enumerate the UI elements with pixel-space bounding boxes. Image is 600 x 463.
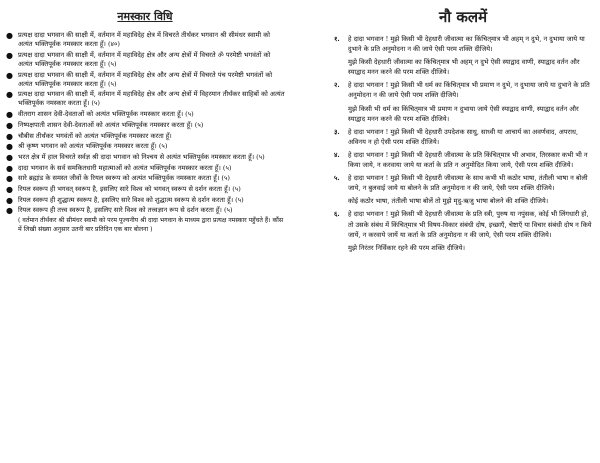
kalam-text: हे दादा भगवान ! मुझे किसी भी देहधारी जीवात्मा के प्रति किंचित्‌मात्र भी अभाव, तिरस्कार कभी भी न किया जाये, न करवाया जाये या कर्ता के प्रति न अनुमोदित किया जाये, ऐसी परम शक्ति दीजिये। (348, 150, 588, 170)
kalam-number: ४. (334, 150, 340, 159)
kalam-subtext: मुझे किसी देहधारी जीवात्मा का किंचित्‌मात्र भी अहम् न दुभे ऐसी स्याद्वाद वाणी, स्याद्वाद वर्तन और स्याद्वाद मनन करने की परम शक्ति दीजिये। (348, 58, 580, 77)
kalam-number: ३. (334, 127, 340, 136)
kalam-subtext: मुझे निरंतर निर्विकार रहने की परम शक्ति दीजिये। (348, 243, 465, 252)
namaskar-vidhi-column (4, 0, 286, 234)
kalam-text: हे दादा भगवान ! मुझे किसी भी देहधारी उपदेशक साधु, साध्वी या आचार्य का अवर्णवाद, अपराध, अविनय न हो ऐसी परम शक्ति दीजिये। (348, 127, 579, 146)
namaskar-list (4, 31, 286, 215)
namaskar-item-text: दादा भगवान के सर्व समकितधारी महात्माओं को अत्यंत भक्तिपूर्वक नमस्कार करता हूँ। (५) (18, 163, 232, 172)
namaskar-item (4, 71, 286, 89)
kalam-item (334, 80, 592, 100)
bullet-icon: ● (6, 163, 13, 173)
bullet-icon: ● (6, 174, 13, 184)
namaskar-footnote: ( वर्तमान तीर्थंकर श्री सीमंधर स्वामी को परम पूज्यनीय श्री दादा भगवान के माध्यम द्वारा प्रत्यक्ष नमस्कार पहुँचते हैं। कौंस में लिखी संख्या अनुसार उतनी बार प्रतिदिन एक बार बोलना ) (18, 217, 283, 233)
namaskar-item-text: प्रत्यक्ष दादा भगवान की साक्षी में, वर्तमान में महाविदेह क्षेत्र और अन्य क्षेत्रों में विचरते ॐ परमेष्टी भगवंतों को अत्यंत भक्तिपूर्वक नमस्कार करता हूँ। (५) (18, 50, 271, 68)
namaskar-item-text: प्रत्यक्ष दादा भगवान की साक्षी में, वर्तमान में महाविदेह क्षेत्र और अन्य क्षेत्रों में विचरते पंच परमेष्टी भगवंतों को अत्यंत भक्तिपूर्वक नमस्कार करता हूँ। (५) (18, 70, 273, 88)
kalam-number: २. (334, 81, 340, 90)
namaskar-item-text: सारे ब्रह्मांड के समस्त जीवों के रियल स्वरूप को अत्यंत भक्तिपूर्वक नमस्कार करता हूँ। (५) (18, 174, 230, 183)
namaskar-item (4, 206, 286, 215)
kalam-text: हे दादा भगवान ! मुझे किसी भी धर्म का किंचित्‌मात्र भी प्रमाण न दुभे, न दुभाया जाये या दुभाने के प्रति अनुमोदना न की जाये ऐसी परम शक्ति दीजिये। (348, 81, 590, 100)
namaskar-item-text: भरत क्षेत्र में हाल विचरते सर्वज्ञ श्री दादा भगवान को निश्चय से अत्यंत भक्तिपूर्वक नमस्कार करता हूँ। (५) (18, 152, 265, 161)
namaskar-item-text: प्रत्यक्ष दादा भगवान की साक्षी में, वर्तमान में महाविदेह क्षेत्र में विचरते तीर्थंकर भगवान श्री सीमंधर स्वामी को अत्यंत भक्तिपूर्वक नमस्कार करता हूँ। (४०) (18, 31, 271, 49)
namaskar-item (4, 153, 286, 162)
kalam-item (334, 127, 592, 147)
bullet-icon: ● (6, 50, 13, 60)
kalam-item (334, 173, 592, 193)
namaskar-item (4, 31, 286, 49)
bullet-icon: ● (6, 195, 13, 205)
kalam-subtext: मुझे किसी भी धर्म का किंचित्‌मात्र भी प्रमाण न दुभाया जाये ऐसी स्याद्वाद वाणी, स्याद्वाद वर्तन और स्याद्वाद मनन करने की परम शक्ति दीजिये। (348, 104, 579, 123)
namaskar-item-text: निष्पक्षपाती शासन देवी-देवताओं को अत्यंत भक्तिपूर्वक नमस्कार करता हूँ। (५) (18, 120, 204, 129)
namaskar-item (4, 164, 286, 173)
kalam-item (334, 150, 592, 170)
namaskar-item-text: रियल स्वरूप ही भगवत् स्वरूप है, इसलिए सारे विश्व को भगवत् स्वरूप से दर्शन करता हूँ। (५) (18, 184, 241, 193)
kalam-item (334, 209, 592, 239)
namaskar-item-text: चौबीस तीर्थंकर भगवंतों को अत्यंत भक्तिपूर्वक नमस्कार करता हूँ। (18, 131, 172, 140)
namaskar-item (4, 121, 286, 130)
kalam-number: १. (334, 35, 340, 43)
namaskar-item-text: रियल स्वरूप ही शुद्धात्म स्वरूप है, इसलिए सारे विश्व को शुद्धात्म स्वरूप से दर्शन करता हूँ। (५) (18, 195, 244, 204)
namaskar-item (4, 196, 286, 205)
bullet-icon: ● (6, 131, 13, 141)
namaskar-item (4, 174, 286, 183)
namaskar-item-text: रियल स्वरूप ही तत्त्व स्वरूप है, इसलिए सारे विश्व को तत्त्वज्ञान रूप से दर्शन करता हूँ। (५) (18, 206, 233, 215)
namaskar-item (4, 90, 286, 108)
namaskar-item-text: प्रत्यक्ष दादा भगवान की साक्षी में, वर्तमान में महाविदेह क्षेत्र और अन्य क्षेत्रों में विहरमान तीर्थंकर साहिबों को अत्यंत भक्तिपूर्वक नमस्कार करता हूँ। (५) (18, 90, 285, 108)
bullet-icon: ● (6, 90, 13, 100)
namaskar-item-text: श्री कृष्ण भगवान को अत्यंत भक्तिपूर्वक नमस्कार करता हूँ। (५) (18, 142, 168, 151)
bullet-icon: ● (6, 206, 13, 216)
namaskar-item-text: वीतराग शासन देवी-देवताओं को अत्यंत भक्तिपूर्वक नमस्कार करता हूँ। (५) (18, 110, 194, 119)
bullet-icon: ● (6, 142, 13, 152)
namaskar-item (4, 51, 286, 69)
kalam-text: हे दादा भगवान ! मुझे किसी भी देहधारी जीवात्मा के साथ कभी भी कठोर भाषा, तंतीली भाषा न बोली जाये, न बुलवाई जाये या बोलने के प्रति अनुमोदना न की जाये, ऐसी परम शक्ति दीजिये। (348, 174, 588, 193)
namaskar-item (4, 142, 286, 151)
namaskar-item (4, 185, 286, 194)
kalam-number: ५. (334, 174, 340, 183)
nau-kalame-title: नौ कलमें (438, 8, 488, 26)
bullet-icon: ● (6, 110, 13, 120)
namaskar-item (4, 110, 286, 119)
kalam-subtext: कोई कठोर भाषा, तंतीली भाषा बोलें तो मुझे मृदु-ऋजु भाषा बोलने की शक्ति दीजिये। (348, 197, 549, 206)
bullet-icon: ● (6, 152, 13, 162)
bullet-icon: ● (6, 184, 13, 194)
kalam-number: ६. (334, 210, 340, 219)
bullet-icon: ● (6, 31, 13, 40)
namaskar-vidhi-title: नमस्कार विधि (117, 10, 173, 23)
nau-kalame-column (334, 0, 592, 253)
kalam-text: हे दादा भगवान ! मुझे किसी भी देहधारी जीवात्मा का किंचित्‌मात्र भी अहम् न दुभे, न दुभाया जाये या दुभाने के प्रति अनुमोदना न की जाये ऐसी परम शक्ति दीजिये। (348, 35, 585, 54)
kalam-item (334, 34, 592, 54)
kalam-text: हे दादा भगवान ! मुझे किसी भी देहधारी जीवात्मा के प्रति स्त्री, पुरुष या नपुंसक, कोई भी लिंगधारी हो, तो उसके संबंध में किंचित्‌मात्र भी विषय-विकार संबंधी दोष, इच्छाएँ, चेष्टाएँ या विचार संबंधी दोष न किये जायें, न करवाये जायें या कर्ता के प्रति अनुमोदना न की जाये, ऐसी परम शक्ति दीजिये। (348, 210, 592, 239)
bullet-icon: ● (6, 70, 13, 80)
bullet-icon: ● (6, 120, 13, 130)
namaskar-item (4, 132, 286, 141)
